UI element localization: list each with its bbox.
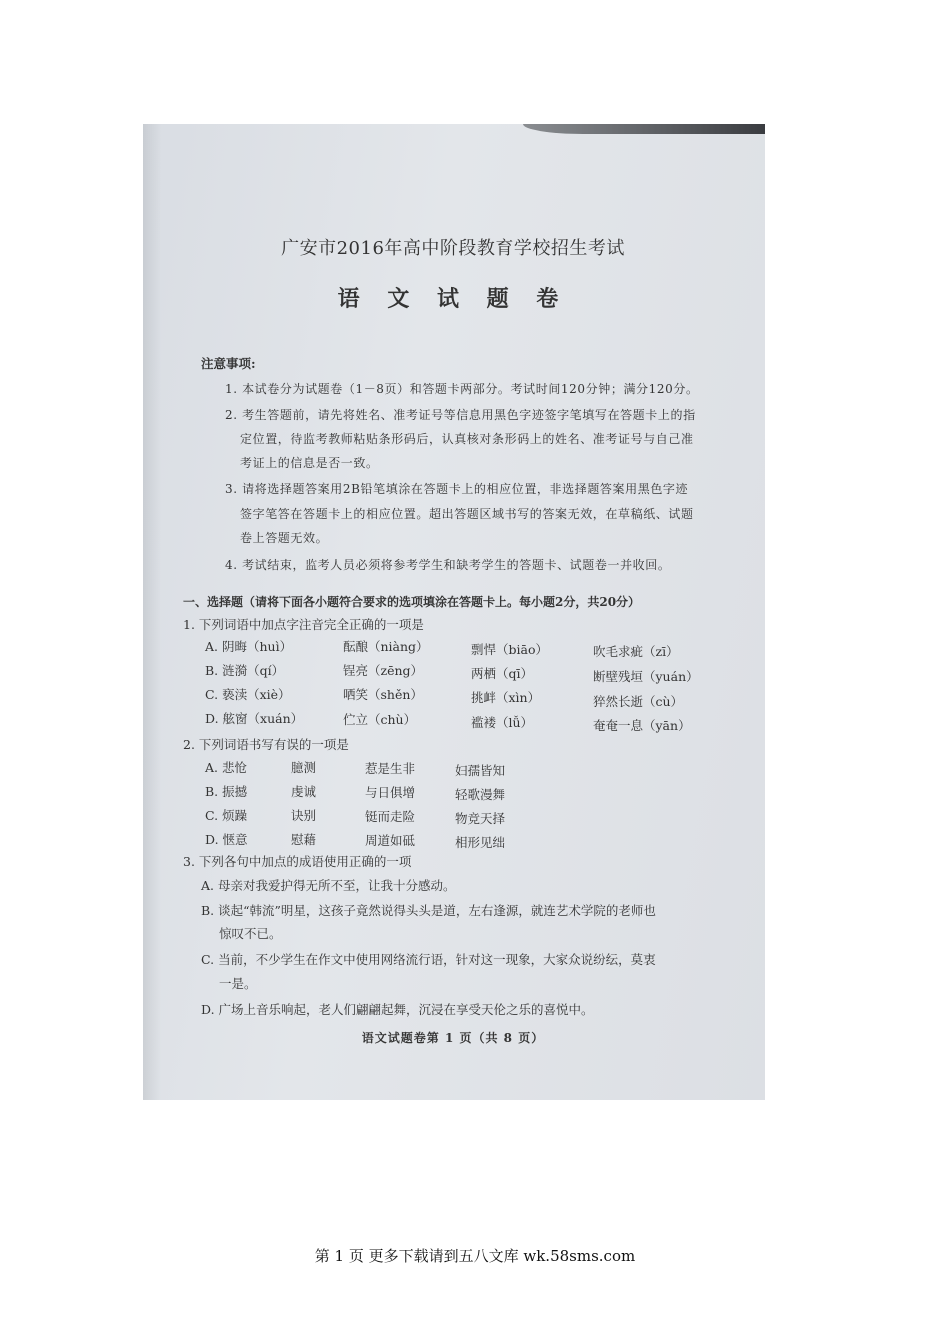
option-word: 与日俱增: [365, 785, 416, 800]
question-stem: 1. 下列词语中加点字注音完全正确的一项是: [183, 617, 424, 632]
option-d: D. 广场上音乐响起，老人们翩翩起舞，沉浸在享受天伦之乐的喜悦中。: [201, 1002, 594, 1017]
question-stem: 3. 下列各句中加点的成语使用正确的一项: [183, 854, 412, 869]
photo-shadow: [143, 124, 161, 1100]
option-b: B. 谈起“韩流”明星，这孩子竟然说得头头是道，左右逢源，就连艺术学院的老师也: [201, 903, 656, 918]
option-c: C. 亵渎（xiè）: [205, 687, 291, 702]
photo-dark-edge: [523, 124, 765, 134]
option-word: 铤而走险: [365, 809, 416, 824]
notice-heading: 注意事项:: [201, 356, 256, 371]
page-number-footer: 语文试题卷第 1 页（共 8 页）: [361, 1031, 545, 1045]
option-word: 物竞天择: [455, 811, 506, 826]
notice-item: 签字笔答在答题卡上的相应位置。超出答题区域书写的答案无效，在草稿纸、试题: [240, 507, 694, 521]
option-word: 褴褛（lǚ）: [471, 715, 534, 730]
option-word: 伫立（chù）: [343, 712, 417, 727]
option-word: 轻歌漫舞: [455, 787, 506, 802]
notice-item: 4. 考试结束，监考人员必须将参考学生和缺考学生的答题卡、试题卷一并收回。: [225, 558, 671, 572]
option-word: 奄奄一息（yān）: [593, 718, 691, 733]
option-word: 妇孺皆知: [455, 763, 506, 778]
notice-item: 1. 本试卷分为试题卷（1－8页）和答题卡两部分。考试时间120分钟；满分120分。: [225, 382, 699, 396]
option-word: 哂笑（shěn）: [343, 687, 423, 702]
exam-subtitle: 语 文 试 题 卷: [337, 286, 569, 312]
option-word: 吹毛求疵（zī）: [593, 644, 679, 659]
notice-item: 考证上的信息是否一致。: [240, 456, 379, 470]
option-a: A. 悲怆: [205, 760, 247, 775]
site-footer: 第 1 页 更多下载请到五八文库 wk.58sms.com: [314, 1247, 636, 1265]
option-word: 虔诚: [291, 784, 317, 799]
notice-item: 3. 请将选择题答案用2B铅笔填涂在答题卡上的相应位置，非选择题答案用黑色字迹: [225, 482, 689, 496]
option-a: A. 母亲对我爱护得无所不至，让我十分感动。: [201, 878, 456, 893]
option-word: 慰藉: [291, 832, 317, 847]
option-b-continued: 惊叹不已。: [219, 926, 282, 941]
option-word: 猝然长逝（cù）: [593, 694, 684, 709]
option-d: D. 舷窗（xuán）: [205, 711, 304, 726]
option-a: A. 阴晦（huì）: [205, 639, 293, 654]
option-word: 臆测: [291, 760, 317, 775]
option-c-continued: 一是。: [219, 976, 257, 991]
option-b: B. 振撼: [205, 784, 248, 799]
option-word: 两栖（qī）: [471, 666, 533, 681]
option-b: B. 涟漪（qí）: [205, 663, 285, 678]
option-word: 相形见绌: [455, 835, 506, 850]
notice-item: 卷上答题无效。: [240, 531, 329, 545]
exam-paper-photo: [143, 124, 765, 1100]
option-word: 酝酿（niàng）: [343, 639, 429, 654]
exam-title: 广安市2016年高中阶段教育学校招生考试: [281, 238, 625, 259]
option-word: 断壁残垣（yuán）: [593, 669, 699, 684]
option-word: 诀别: [291, 808, 317, 823]
section-heading: 一、选择题（请将下面各小题符合要求的选项填涂在答题卡上。每小题2分，共20分）: [183, 595, 641, 609]
question-stem: 2. 下列词语书写有误的一项是: [183, 737, 349, 752]
notice-item: 定位置，待监考教师粘贴条形码后，认真核对条形码上的姓名、准考证号与自己准: [240, 432, 694, 446]
option-word: 周道如砥: [365, 833, 416, 848]
option-word: 剽悍（biāo）: [471, 642, 548, 657]
option-word: 惹是生非: [365, 761, 416, 776]
notice-item: 2. 考生答题前，请先将姓名、准考证号等信息用黑色字迹签字笔填写在答题卡上的指: [225, 408, 696, 422]
option-word: 挑衅（xìn）: [471, 690, 541, 705]
option-c: C. 当前，不少学生在作文中使用网络流行语，针对这一现象，大家众说纷纭，莫衷: [201, 952, 656, 967]
option-c: C. 烦躁: [205, 808, 248, 823]
option-word: 锃亮（zēng）: [343, 663, 424, 678]
option-d: D. 惬意: [205, 832, 248, 847]
